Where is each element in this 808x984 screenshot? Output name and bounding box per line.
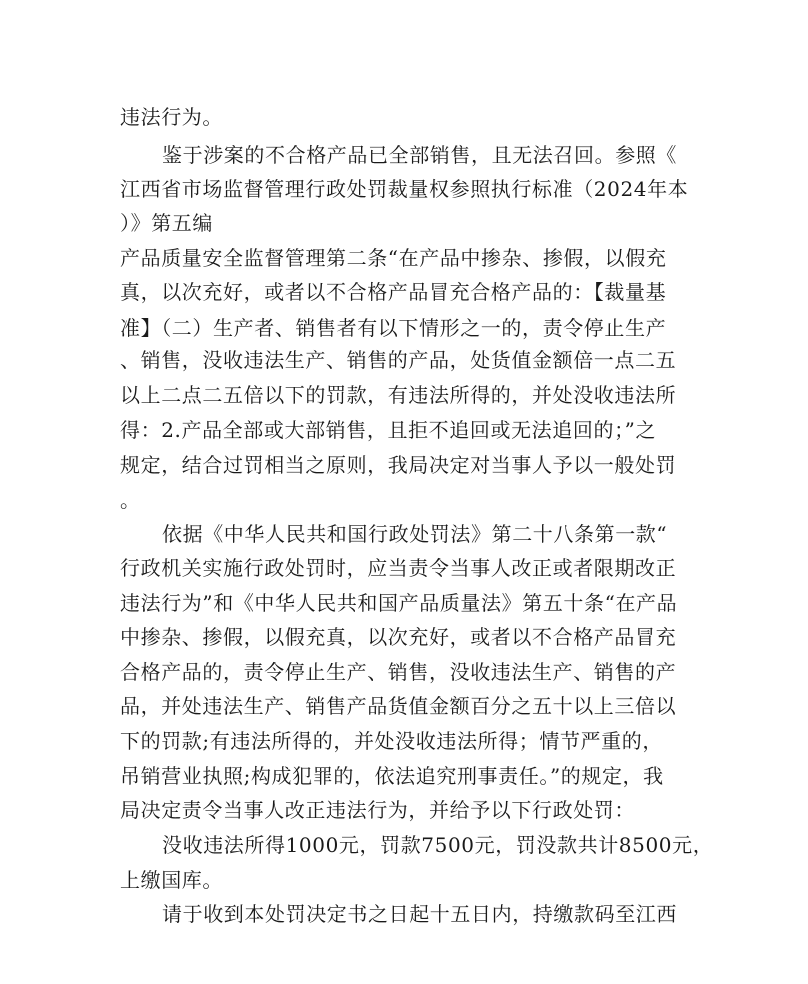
text-line: 违法行为”和《中华人民共和国产品质量法》第五十条“在产品 — [120, 591, 678, 615]
text-line: 江西省市场监督管理行政处罚裁量权参照执行标准（2024年本 — [120, 177, 689, 201]
text-line: 鉴于涉案的不合格产品已全部销售，且无法召回。参照《 — [162, 143, 677, 167]
text-line: 准】（二）生产者、销售者有以下情形之一的，责令停止生产 — [120, 316, 667, 340]
text-line: 、销售，没收违法生产、销售的产品，处货值金额倍一点二五 — [120, 348, 677, 372]
text-line: 下的罚款;有违法所得的，并处没收违法所得；情节严重的， — [120, 729, 663, 753]
text-line: 以上二点二五倍以下的罚款，有违法所得的，并处没收违法所 — [120, 383, 677, 407]
text-line: 真，以次充好，或者以不合格产品冒充合格产品的：【裁量基 — [120, 280, 667, 304]
text-line: 上缴国库。 — [120, 868, 223, 892]
text-line: 行政机关实施行政处罚时，应当责令当事人改正或者限期改正 — [120, 556, 677, 580]
text-line: ）》第五编 — [120, 211, 213, 235]
text-line: 依据《中华人民共和国行政处罚法》第二十八条第一款“ — [162, 522, 668, 546]
text-line: 中掺杂、掺假，以假充真，以次充好，或者以不合格产品冒充 — [120, 625, 677, 649]
text-line: 产品质量安全监督管理第二条“在产品中掺杂、掺假，以假充 — [120, 246, 667, 270]
text-line: 规定，结合过罚相当之原则，我局决定对当事人予以一般处罚 — [120, 453, 677, 477]
text-line: 吊销营业执照;构成犯罪的，依法追究刑事责任。”的规定，我 — [120, 764, 664, 788]
text-line: 请于收到本处罚决定书之日起十五日内，持缴款码至江西 — [162, 902, 677, 926]
text-line: 。 — [120, 488, 141, 512]
text-line: 没收违法所得1000元，罚款7500元，罚没款共计8500元， — [162, 833, 714, 857]
text-line: 局决定责令当事人改正违法行为，并给予以下行政处罚： — [120, 798, 635, 822]
text-line: 得：2.产品全部或大部销售，且拒不追回或无法追回的；”之 — [120, 418, 657, 442]
text-line: 违法行为。 — [120, 105, 223, 129]
text-line: 合格产品的，责令停止生产、销售，没收违法生产、销售的产 — [120, 660, 677, 684]
text-line: 品，并处违法生产、销售产品货值金额百分之五十以上三倍以 — [120, 694, 677, 718]
